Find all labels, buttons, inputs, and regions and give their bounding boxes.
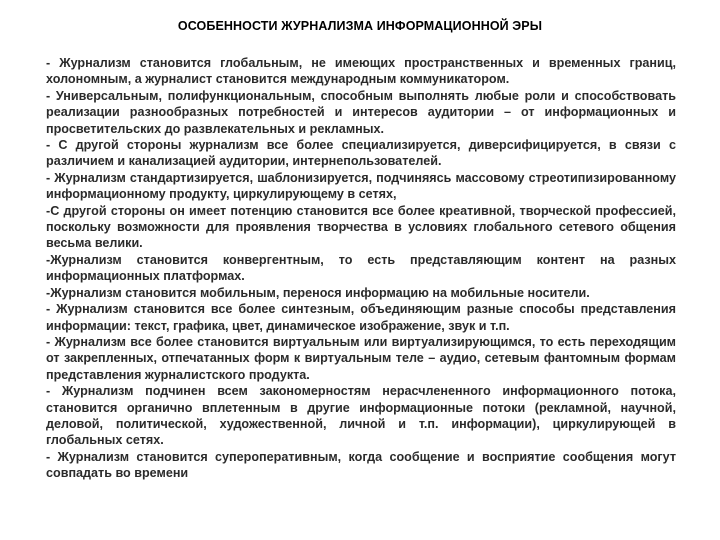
- paragraph-global: - Журнализм становится глобальным, не имеющих пространственных и временных границ, холономным, а журналист становится международным коммуникатором.: [46, 56, 676, 87]
- paragraph-specialization: - С другой стороны журнализм все более специализируется, диверсифицируется, в связи с различием и канализацией аудитории, интернепользователей.: [46, 138, 676, 169]
- paragraph-standardization: - Журнализм стандартизируется, шаблонизируется, подчиняясь массовому стреотипизированному информационному продукту, циркулирующему в сетях,: [46, 170, 676, 202]
- paragraph-information-flow: - Журнализм подчинен всем закономерностям нерасчлененного информационного потока, становится органично вплетенным в другие информационные потоки (рекламной, научной, деловой, политической, художественной, личной и т.п. информации), циркулирующей в глобальных сетях.: [46, 384, 676, 448]
- paragraph-mobility: -Журнализм становится мобильным, перенося информацию на мобильные носители.: [46, 285, 590, 300]
- paragraph-convergence: -Журнализм становится конвергентным, то есть представляющим контент на разных информационных платформах.: [46, 252, 676, 284]
- slide-body: [46, 55, 676, 482]
- paragraph-creativity: -С другой стороны он имеет потенцию становится все более креативной, творческой профессией, поскольку возможности для проявления творчества в условиях глобального сетевого общения весьма велики.: [46, 203, 676, 251]
- paragraph-super-operativity: - Журнализм становится супероперативным, когда сообщение и восприятие сообщения могут совпадать во времени: [46, 449, 676, 481]
- paragraph-synthesis: - Журнализм становится все более синтезным, объединяющим разные способы представления информации: текст, графика, цвет, динамическое изображение, звук и т.п.: [46, 302, 676, 333]
- paragraph-virtuality: - Журнализм все более становится виртуальным или виртуализирующимся, то есть переходящим от закрепленных, отпечатанных форм к виртуальным теле – аудио, сетевым фантомным формам представления журналистского продукта.: [46, 334, 676, 382]
- slide-title: ОСОБЕННОСТИ ЖУРНАЛИЗМА ИНФОРМАЦИОННОЙ ЭРЫ: [177, 19, 543, 33]
- paragraph-universal: - Универсальным, полифункциональным, способным выполнять любые роли и способствовать реализации разнообразных потребностей и интересов аудитории – от информационных и просветительских до развлекательных и рекламных.: [46, 88, 676, 136]
